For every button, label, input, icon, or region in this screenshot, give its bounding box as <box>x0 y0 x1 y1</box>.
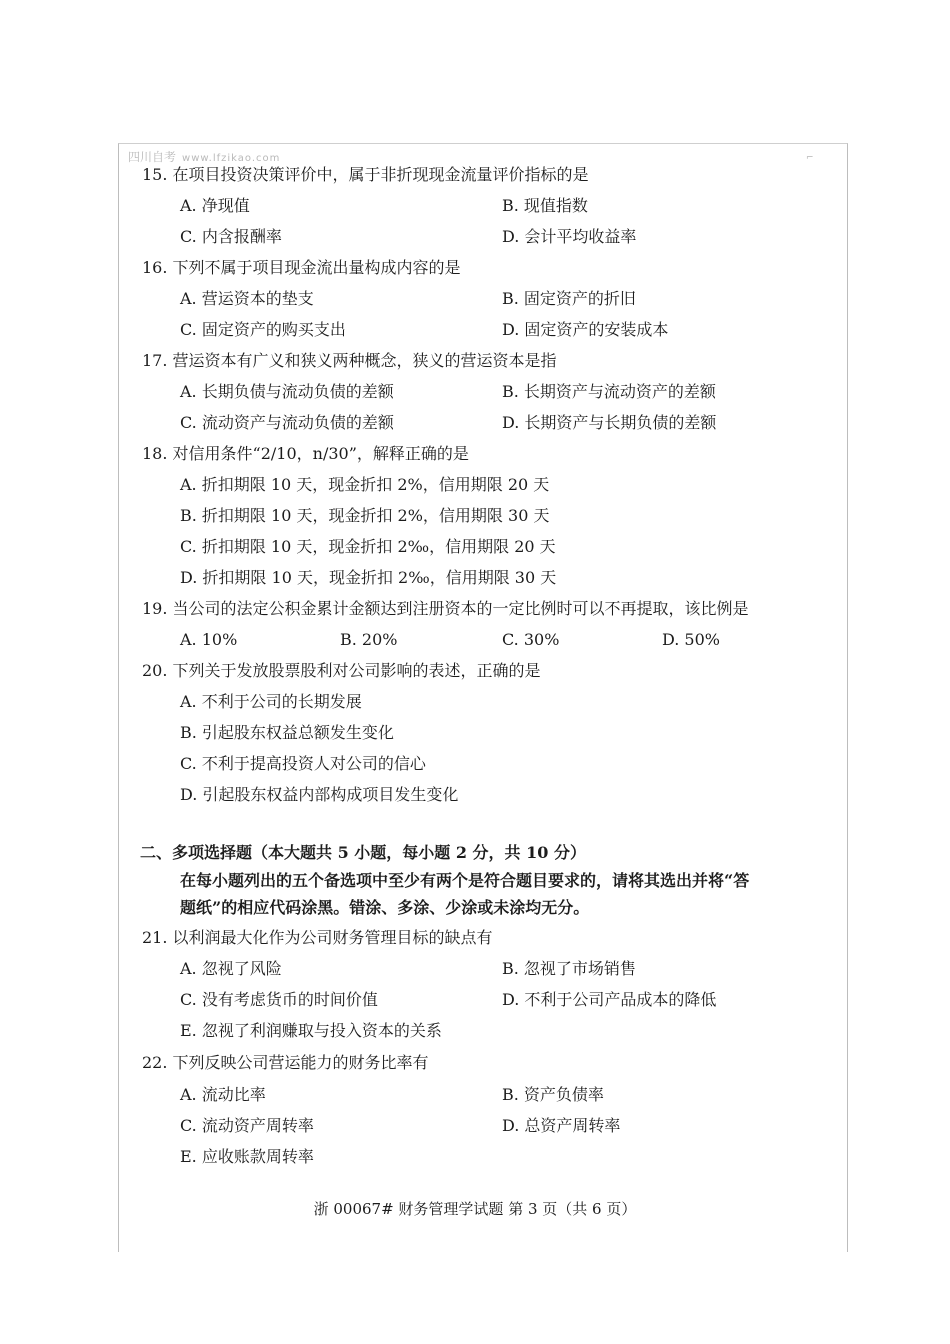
question-16-option-b: B. 固定资产的折旧 <box>502 289 636 308</box>
question-19-option-c: C. 30% <box>502 630 560 649</box>
question-18-option-d: D. 折扣期限 10 天，现金折扣 2‰，信用期限 30 天 <box>180 568 557 587</box>
question-16-stem: 16. 下列不属于项目现金流出量构成内容的是 <box>142 258 461 277</box>
question-18-stem: 18. 对信用条件“2/10，n/30”，解释正确的是 <box>142 444 469 463</box>
question-17-option-b: B. 长期资产与流动资产的差额 <box>502 382 716 401</box>
question-19-option-a: A. 10% <box>180 630 238 649</box>
question-18-option-b: B. 折扣期限 10 天，现金折扣 2%，信用期限 30 天 <box>180 506 550 525</box>
question-17-option-c: C. 流动资产与流动负债的差额 <box>180 413 394 432</box>
question-15-option-c: C. 内含报酬率 <box>180 227 282 246</box>
question-22-stem: 22. 下列反映公司营运能力的财务比率有 <box>142 1053 429 1072</box>
question-16-option-c: C. 固定资产的购买支出 <box>180 320 346 339</box>
watermark-url: www.lfzikao.com <box>182 153 281 164</box>
corner-mark: ⌐ <box>806 153 814 163</box>
watermark-site: 四川自考 <box>128 150 177 164</box>
section-2-instruction-2: 题纸”的相应代码涂黑。错涂、多涂、少涂或未涂均无分。 <box>180 898 590 917</box>
section-2-instruction-1: 在每小题列出的五个备选项中至少有两个是符合题目要求的，请将其选出并将“答 <box>180 871 750 890</box>
question-15-stem: 15. 在项目投资决策评价中，属于非折现现金流量评价指标的是 <box>142 165 589 184</box>
question-22-option-c: C. 流动资产周转率 <box>180 1116 314 1135</box>
question-21-option-b: B. 忽视了市场销售 <box>502 959 636 978</box>
page-footer: 浙 00067# 财务管理学试题 第 3 页（共 6 页） <box>313 1200 637 1218</box>
question-17-option-a: A. 长期负债与流动负债的差额 <box>180 382 394 401</box>
question-22-option-a: A. 流动比率 <box>180 1085 266 1104</box>
question-22-option-b: B. 资产负债率 <box>502 1085 604 1104</box>
question-17-stem: 17. 营运资本有广义和狭义两种概念，狭义的营运资本是指 <box>142 351 557 370</box>
question-20-option-a: A. 不利于公司的长期发展 <box>180 692 362 711</box>
question-20-option-b: B. 引起股东权益总额发生变化 <box>180 723 394 742</box>
section-2-title: 二、多项选择题（本大题共 5 小题，每小题 2 分，共 10 分） <box>140 843 586 862</box>
question-16-option-a: A. 营运资本的垫支 <box>180 289 314 308</box>
question-22-option-d: D. 总资产周转率 <box>502 1116 621 1135</box>
question-16-option-d: D. 固定资产的安装成本 <box>502 320 669 339</box>
question-15-option-d: D. 会计平均收益率 <box>502 227 637 246</box>
question-21-option-e: E. 忽视了利润赚取与投入资本的关系 <box>180 1021 442 1040</box>
question-22-option-e: E. 应收账款周转率 <box>180 1147 314 1166</box>
watermark <box>128 148 280 165</box>
question-21-option-a: A. 忽视了风险 <box>180 959 282 978</box>
question-15-option-a: A. 净现值 <box>180 196 250 215</box>
question-19-stem: 19. 当公司的法定公积金累计金额达到注册资本的一定比例时可以不再提取，该比例是 <box>142 599 749 618</box>
question-19-option-b: B. 20% <box>340 630 398 649</box>
question-18-option-c: C. 折扣期限 10 天，现金折扣 2‰，信用期限 20 天 <box>180 537 556 556</box>
question-20-stem: 20. 下列关于发放股票股利对公司影响的表述，正确的是 <box>142 661 541 680</box>
question-20-option-c: C. 不利于提高投资人对公司的信心 <box>180 754 426 773</box>
question-17-option-d: D. 长期资产与长期负债的差额 <box>502 413 717 432</box>
question-15-option-b: B. 现值指数 <box>502 196 588 215</box>
question-21-stem: 21. 以利润最大化作为公司财务管理目标的缺点有 <box>142 928 493 947</box>
question-19-option-d: D. 50% <box>662 630 720 649</box>
question-20-option-d: D. 引起股东权益内部构成项目发生变化 <box>180 785 459 804</box>
question-21-option-c: C. 没有考虑货币的时间价值 <box>180 990 378 1009</box>
question-18-option-a: A. 折扣期限 10 天，现金折扣 2%，信用期限 20 天 <box>180 475 550 494</box>
question-21-option-d: D. 不利于公司产品成本的降低 <box>502 990 717 1009</box>
